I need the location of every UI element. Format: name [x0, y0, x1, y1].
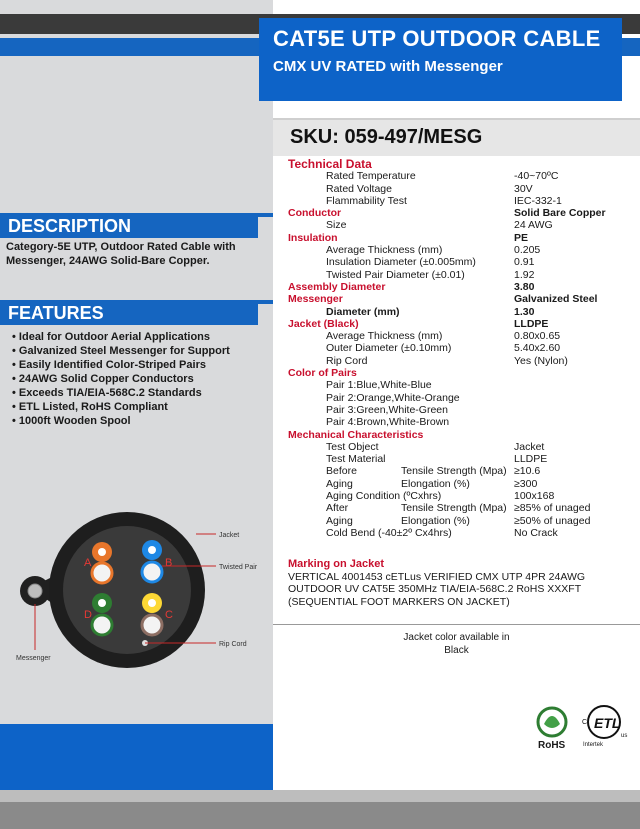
- spec-value: [514, 392, 636, 404]
- feature-item: • ETL Listed, RoHS Compliant: [12, 400, 272, 414]
- spec-label: Pair 2:Orange,White-Orange: [326, 391, 460, 404]
- description-text: Category-5E UTP, Outdoor Rated Cable with Messenger, 24AWG Solid-Bare Copper.: [6, 241, 236, 267]
- spec-label: Size: [326, 219, 347, 232]
- sku-label: SKU: 059-497/MESG: [290, 126, 483, 148]
- spec-category-label: Jacket (Black): [288, 317, 359, 330]
- rip-cord-label: Rip Cord: [219, 641, 247, 648]
- mechanical-condition: Test Object: [326, 440, 379, 453]
- spec-value: Solid Bare Copper: [514, 207, 606, 220]
- messenger-steel: [28, 584, 42, 598]
- spec-row: [288, 416, 636, 428]
- description-heading: DESCRIPTION: [0, 214, 258, 238]
- jacket-inner: [63, 526, 191, 654]
- mechanical-condition: Aging Condition (ºCxhrs): [326, 490, 442, 503]
- mechanical-condition: Aging: [326, 514, 353, 527]
- spec-value: IEC-332-1: [514, 194, 562, 207]
- spec-category-label: Color of Pairs: [288, 367, 357, 380]
- spec-row: [288, 306, 636, 318]
- etl-c-mark: C: [582, 719, 588, 726]
- mechanical-row: [288, 465, 636, 477]
- mechanical-row: [288, 441, 636, 453]
- spec-rows: [288, 170, 636, 441]
- feature-item: • Easily Identified Color-Striped Pairs: [12, 358, 272, 372]
- spec-row: [288, 404, 636, 416]
- etl-us-mark: us: [621, 733, 628, 739]
- mechanical-value: ≥85% of unaged: [514, 502, 591, 515]
- pair-letter-d: D: [84, 609, 92, 621]
- feature-item: • Exceeds TIA/EIA-568C.2 Standards: [12, 386, 272, 400]
- technical-data-heading: Technical Data: [288, 157, 372, 171]
- mechanical-property: Elongation (%): [401, 477, 470, 490]
- etl-logo: [582, 706, 627, 739]
- spec-value: 24 AWG: [514, 219, 553, 232]
- technical-data: [288, 158, 636, 539]
- mechanical-property: Tensile Strength (Mpa): [401, 502, 507, 515]
- spec-category-label: Insulation: [288, 231, 338, 244]
- spec-label: Pair 1:Blue,White-Blue: [326, 379, 432, 392]
- spec-category-row: [288, 367, 636, 379]
- spec-value: 3.80: [514, 280, 535, 293]
- spec-row: [288, 219, 636, 231]
- spec-label: Twisted Pair Diameter (±0.01): [326, 268, 465, 281]
- mechanical-condition: Aging: [326, 477, 353, 490]
- mechanical-value: ≥10.6: [514, 465, 541, 478]
- spec-label: Average Thickness (mm): [326, 244, 443, 257]
- pair-letter-c: C: [165, 609, 173, 621]
- intertek-label: Intertek: [583, 742, 604, 748]
- spec-value: [514, 379, 636, 391]
- mechanical-row: [288, 453, 636, 465]
- spec-row: [288, 195, 636, 207]
- mechanical-row: [288, 490, 636, 502]
- spec-label: Diameter (mm): [326, 305, 400, 318]
- spec-category-row: [288, 281, 636, 293]
- rohs-label: RoHS: [538, 740, 566, 751]
- spec-row: [288, 330, 636, 342]
- spec-value: 1.30: [514, 305, 535, 318]
- spec-value: LLDPE: [514, 317, 549, 330]
- spec-value: 1.92: [514, 268, 535, 281]
- mechanical-row: [288, 502, 636, 514]
- spec-value: 0.205: [514, 244, 541, 257]
- page-title: CAT5E UTP OUTDOOR CABLE: [273, 26, 601, 51]
- feature-item: • Ideal for Outdoor Aerial Applications: [12, 330, 272, 344]
- spec-row: [288, 342, 636, 354]
- spec-category-label: Messenger: [288, 293, 343, 306]
- feature-item: • 24AWG Solid Copper Conductors: [12, 372, 272, 386]
- feature-item: • 1000ft Wooden Spool: [12, 414, 272, 428]
- spec-category-row: [288, 232, 636, 244]
- spec-row: [288, 269, 636, 281]
- spec-label: Pair 3:Green,White-Green: [326, 403, 448, 416]
- color-note-line2: Black: [444, 645, 469, 656]
- feature-item: • Galvanized Steel Messenger for Support: [12, 344, 272, 358]
- color-note-line1: Jacket color available in: [403, 632, 510, 643]
- spec-category-label: Assembly Diameter: [288, 280, 386, 293]
- pair-letter-a: A: [84, 557, 92, 569]
- spec-value: [514, 429, 636, 441]
- mechanical-value: Jacket: [514, 440, 545, 453]
- bottom-blue-block: [0, 724, 273, 790]
- mechanical-row: [288, 515, 636, 527]
- mechanical-property: Elongation (%): [401, 514, 470, 527]
- mechanical-value: LLDPE: [514, 453, 548, 466]
- mechanical-value: ≥300: [514, 477, 538, 490]
- messenger-label: Messenger: [16, 655, 51, 662]
- mechanical-condition: After: [326, 502, 349, 515]
- mechanical-value: ≥50% of unaged: [514, 514, 591, 527]
- marking-text: VERTICAL 4001453 cETLus VERIFIED CMX UTP 4PR 24AWG OUTDOOR UV CAT5E 350MHz TIA/EIA-568C.2 RoHS XXXFT (SEQUENTIAL FOOT MARKERS ON JACKET): [288, 570, 586, 608]
- mechanical-row: [288, 527, 636, 539]
- spec-value: 30V: [514, 182, 533, 195]
- spec-row: [288, 379, 636, 391]
- spec-value: 0.91: [514, 256, 535, 269]
- mechanical-rows: [288, 441, 636, 539]
- header-banner: [259, 18, 622, 101]
- spec-value: [514, 404, 636, 416]
- features-list: [12, 330, 272, 428]
- spec-value: 0.80x0.65: [514, 330, 561, 343]
- spec-label: Rip Cord: [326, 354, 368, 367]
- features-heading: FEATURES: [0, 301, 258, 325]
- spec-value: 5.40x2.60: [514, 342, 561, 355]
- spec-label: Insulation Diameter (±0.005mm): [326, 256, 476, 269]
- spec-category-row: [288, 207, 636, 219]
- marking-heading: Marking on Jacket: [288, 558, 384, 570]
- spec-label: Flammability Test: [326, 194, 407, 207]
- bottom-dark-band: [0, 802, 640, 829]
- bottom-gray-band: [0, 790, 640, 802]
- spec-row: [288, 355, 636, 367]
- mechanical-condition: Before: [326, 465, 357, 478]
- mechanical-condition: Cold Bend (-40±2º Cx4hrs): [326, 526, 452, 539]
- spec-label: Pair 4:Brown,White-Brown: [326, 416, 450, 429]
- svg-text:ETL: ETL: [594, 715, 621, 731]
- pair-letter-b: B: [165, 557, 173, 569]
- marking-section: [288, 558, 633, 608]
- spec-row: [288, 170, 636, 182]
- spec-value: [514, 416, 636, 428]
- spec-row: [288, 392, 636, 404]
- spec-category-row: [288, 293, 636, 305]
- mechanical-row: [288, 478, 636, 490]
- spec-label: Rated Temperature: [326, 170, 416, 183]
- spec-label: Average Thickness (mm): [326, 330, 443, 343]
- spec-category-label: Mechanical Characteristics: [288, 428, 424, 441]
- jacket-label: Jacket: [219, 532, 240, 539]
- spec-row: [288, 256, 636, 268]
- page-subtitle: CMX UV RATED with Messenger: [273, 58, 503, 75]
- cable-cross-section-diagram: [0, 500, 273, 680]
- spec-category-row: [288, 318, 636, 330]
- spec-value: -40~70ºC: [514, 170, 559, 183]
- mechanical-condition: Test Material: [326, 453, 386, 466]
- spec-value: PE: [514, 231, 529, 244]
- spec-value: Galvanized Steel: [514, 293, 598, 306]
- spec-category-label: Conductor: [288, 207, 342, 220]
- spec-label: Outer Diameter (±0.10mm): [326, 342, 452, 355]
- spec-label: Rated Voltage: [326, 182, 392, 195]
- jacket-color-note: [273, 624, 640, 657]
- spec-value: [514, 367, 636, 379]
- spec-category-row: [288, 429, 636, 441]
- mechanical-property: Tensile Strength (Mpa): [401, 465, 507, 478]
- spec-row: [288, 183, 636, 195]
- spec-value: Yes (Nylon): [514, 354, 568, 367]
- mechanical-value: 100x168: [514, 490, 555, 503]
- mechanical-value: No Crack: [514, 526, 558, 539]
- twisted-pair-label: Twisted Pair: [219, 564, 258, 571]
- spec-row: [288, 244, 636, 256]
- rohs-logo: [538, 708, 566, 736]
